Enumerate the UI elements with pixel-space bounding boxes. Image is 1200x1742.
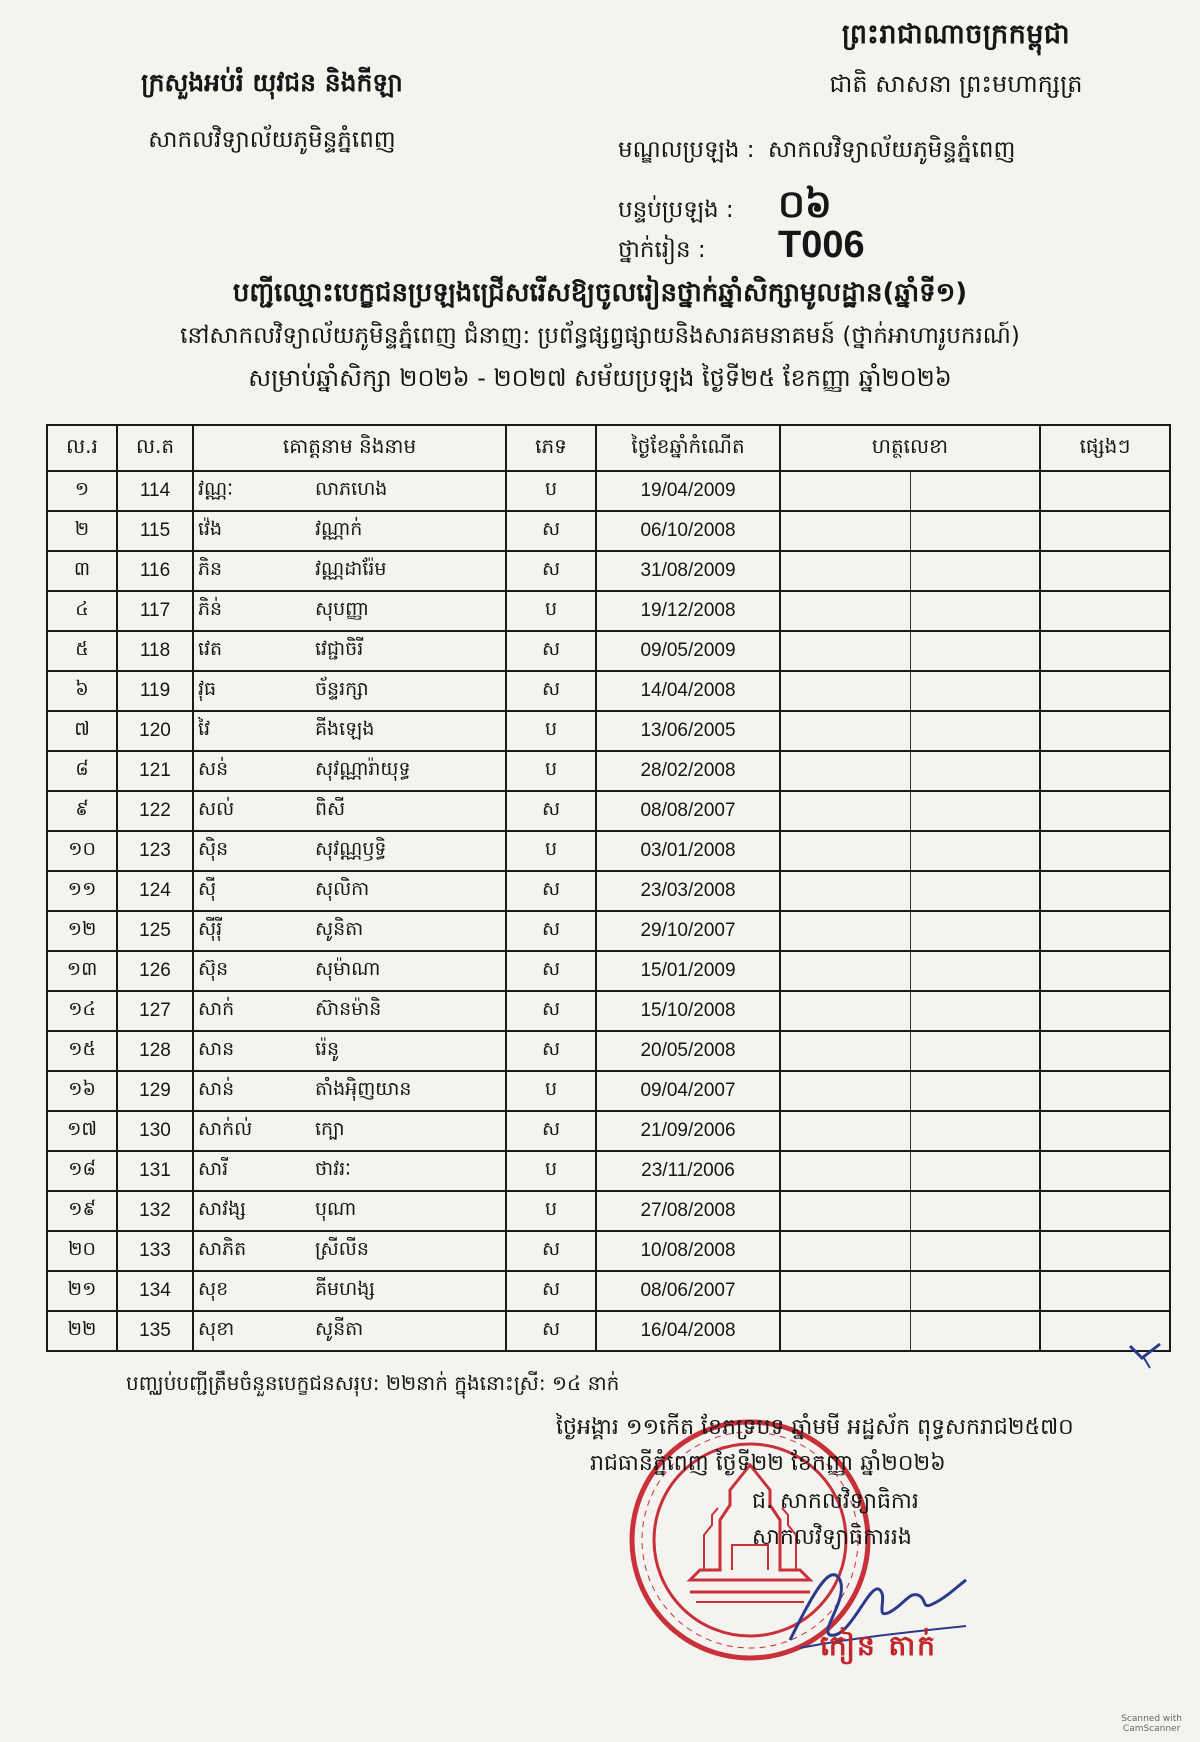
cell-other	[1040, 631, 1170, 671]
table-row	[47, 1231, 1170, 1271]
cell-signature-b	[910, 1151, 1040, 1191]
cell-signature-a	[780, 1151, 910, 1191]
cell-signature-a	[780, 591, 910, 631]
cell-signature-a	[780, 1031, 910, 1071]
cell-surname: ភិន	[193, 551, 311, 591]
table-row	[47, 791, 1170, 831]
kingdom-title: ព្រះរាជាណាចក្រកម្ពុជា	[841, 19, 1071, 50]
cell-sex: ស	[506, 1311, 596, 1351]
cell-signature-b	[910, 831, 1040, 871]
cell-signature-a	[780, 1311, 910, 1351]
cell-surname: វៃ	[193, 711, 311, 751]
cell-signature-a	[780, 871, 910, 911]
cell-sex: ស	[506, 951, 596, 991]
cell-other	[1040, 1151, 1170, 1191]
cell-no: ១០	[47, 831, 117, 871]
cell-signature-a	[780, 551, 910, 591]
cell-surname: សារី	[193, 1151, 311, 1191]
cell-id: 131	[117, 1151, 193, 1191]
cell-id: 115	[117, 511, 193, 551]
col-header-sex: ភេទ	[506, 425, 596, 471]
cell-given-name: សុបញ្ញា	[311, 591, 506, 631]
cell-sex: ស	[506, 1231, 596, 1271]
cell-other	[1040, 551, 1170, 591]
table-row	[47, 1311, 1170, 1351]
cell-no: ១៨	[47, 1151, 117, 1191]
cell-sex: ស	[506, 1031, 596, 1071]
cell-signature-b	[910, 751, 1040, 791]
cell-signature-b	[910, 1271, 1040, 1311]
cell-signature-b	[910, 1231, 1040, 1271]
cell-given-name: សូនិតា	[311, 911, 506, 951]
cell-signature-b	[910, 911, 1040, 951]
exam-room-row	[618, 180, 1015, 224]
table-row	[47, 1031, 1170, 1071]
cell-other	[1040, 1071, 1170, 1111]
cell-sex: ស	[506, 671, 596, 711]
ministry-header	[92, 68, 452, 159]
candidate-table	[46, 424, 1171, 1352]
signer-line-1: ជ. សាកលវិទ្យាធិការ	[752, 1489, 919, 1514]
cell-other	[1040, 951, 1170, 991]
cell-signature-a	[780, 671, 910, 711]
cell-surname: ភិន់	[193, 591, 311, 631]
cell-given-name: សុវណ្ណឫទ្ធិ	[311, 831, 506, 871]
cell-surname: ស៊ី	[193, 871, 311, 911]
cell-id: 122	[117, 791, 193, 831]
cell-surname: សុខា	[193, 1311, 311, 1351]
cell-signature-b	[910, 631, 1040, 671]
document-title	[0, 276, 1200, 398]
cell-dob: 03/01/2008	[596, 831, 780, 871]
cell-sex: ស	[506, 1111, 596, 1151]
cell-dob: 19/04/2009	[596, 471, 780, 511]
col-header-dob: ថ្ងៃខែឆ្នាំកំណើត	[596, 425, 780, 471]
cell-surname: សាភិត	[193, 1231, 311, 1271]
cell-dob: 09/05/2009	[596, 631, 780, 671]
cell-surname: វេត	[193, 631, 311, 671]
title-line-3: សម្រាប់ឆ្នាំសិក្សា ២០២៦ - ២០២៧ សម័យប្រឡង ថ្ងៃទី២៥ ខែកញ្ញា ឆ្នាំ២០២៦	[248, 364, 952, 392]
cell-signature-a	[780, 991, 910, 1031]
cell-signature-b	[910, 591, 1040, 631]
table-row	[47, 991, 1170, 1031]
cell-given-name: ស៊ានម៉ានិ	[311, 991, 506, 1031]
cell-no: ៥	[47, 631, 117, 671]
ministry-name: ក្រសួងអប់រំ យុវជន និងកីឡា	[141, 68, 403, 97]
signer-line-2: សាកលវិទ្យាធិការរង	[752, 1525, 912, 1550]
class-row	[618, 224, 1015, 268]
cell-signature-a	[780, 751, 910, 791]
cell-dob: 10/08/2008	[596, 1231, 780, 1271]
exam-meta	[618, 136, 1015, 268]
cell-signature-b	[910, 711, 1040, 751]
col-header-name: គោត្តនាម និងនាម	[193, 425, 506, 471]
cell-dob: 27/08/2008	[596, 1191, 780, 1231]
cell-sex: ប	[506, 831, 596, 871]
cell-signature-b	[910, 1191, 1040, 1231]
cell-no: ១២	[47, 911, 117, 951]
cell-other	[1040, 711, 1170, 751]
cell-signature-b	[910, 991, 1040, 1031]
cell-id: 114	[117, 471, 193, 511]
cell-signature-a	[780, 1111, 910, 1151]
cell-sex: ស	[506, 551, 596, 591]
cell-surname: សាក់ល់	[193, 1111, 311, 1151]
cell-sex: ប	[506, 471, 596, 511]
cell-id: 125	[117, 911, 193, 951]
cell-other	[1040, 911, 1170, 951]
cell-given-name: វណ្ណាក់	[311, 511, 506, 551]
table-row	[47, 951, 1170, 991]
table-row	[47, 511, 1170, 551]
cell-sex: ស	[506, 791, 596, 831]
cell-id: 130	[117, 1111, 193, 1151]
cell-sex: ស	[506, 911, 596, 951]
institution-name: សាកលវិទ្យាល័យភូមិន្ទភ្នំពេញ	[148, 127, 396, 153]
table-row	[47, 1111, 1170, 1151]
cell-other	[1040, 671, 1170, 711]
table-header-row	[47, 425, 1170, 471]
cell-given-name: ស្រីលីន	[311, 1231, 506, 1271]
cell-other	[1040, 751, 1170, 791]
cell-signature-b	[910, 791, 1040, 831]
table-row	[47, 751, 1170, 791]
exam-center-label: មណ្ឌលប្រឡង :	[618, 137, 755, 163]
cell-given-name: សុម៉ាណា	[311, 951, 506, 991]
cell-dob: 19/12/2008	[596, 591, 780, 631]
cell-signature-a	[780, 911, 910, 951]
cell-no: ១៤	[47, 991, 117, 1031]
check-mark-icon	[1126, 1340, 1166, 1370]
signer-name: កៀន តាក់	[820, 1629, 937, 1662]
cell-no: ៧	[47, 711, 117, 751]
cell-no: ៩	[47, 791, 117, 831]
table-row	[47, 471, 1170, 511]
cell-given-name: ពិសី	[311, 791, 506, 831]
cell-given-name: រ៉េនូ	[311, 1031, 506, 1071]
cell-signature-b	[910, 511, 1040, 551]
cell-signature-a	[780, 951, 910, 991]
cell-dob: 08/06/2007	[596, 1271, 780, 1311]
cell-other	[1040, 1271, 1170, 1311]
table-row	[47, 871, 1170, 911]
cell-sex: ស	[506, 511, 596, 551]
cell-given-name: ក្បោ	[311, 1111, 506, 1151]
cell-signature-b	[910, 471, 1040, 511]
cell-id: 135	[117, 1311, 193, 1351]
cell-given-name: បុណា	[311, 1191, 506, 1231]
cell-surname: វុធ	[193, 671, 311, 711]
cell-dob: 06/10/2008	[596, 511, 780, 551]
cell-surname: ស៊ិន	[193, 831, 311, 871]
cell-surname: សាន	[193, 1031, 311, 1071]
cell-given-name: វណ្ណដារ៉ែម	[311, 551, 506, 591]
cell-other	[1040, 791, 1170, 831]
cell-id: 134	[117, 1271, 193, 1311]
cell-signature-b	[910, 1031, 1040, 1071]
cell-dob: 14/04/2008	[596, 671, 780, 711]
cell-other	[1040, 991, 1170, 1031]
cell-sex: ប	[506, 1191, 596, 1231]
cell-other	[1040, 591, 1170, 631]
cell-no: ៤	[47, 591, 117, 631]
cell-id: 119	[117, 671, 193, 711]
cell-given-name: វេជ្ជាចិរី	[311, 631, 506, 671]
cell-sex: ប	[506, 1151, 596, 1191]
cell-id: 123	[117, 831, 193, 871]
table-row	[47, 591, 1170, 631]
cell-dob: 20/05/2008	[596, 1031, 780, 1071]
cell-sex: ស	[506, 1271, 596, 1311]
cell-other	[1040, 511, 1170, 551]
cell-surname: វ៉េង	[193, 511, 311, 551]
cell-surname: សាវង្ស	[193, 1191, 311, 1231]
cell-dob: 21/09/2006	[596, 1111, 780, 1151]
table-row	[47, 671, 1170, 711]
cell-other	[1040, 871, 1170, 911]
cell-sex: ប	[506, 711, 596, 751]
cell-id: 124	[117, 871, 193, 911]
cell-signature-b	[910, 951, 1040, 991]
col-header-id: ល.ត	[117, 425, 193, 471]
cell-signature-b	[910, 871, 1040, 911]
cell-signature-a	[780, 471, 910, 511]
cell-signature-b	[910, 1071, 1040, 1111]
title-line-1: បញ្ជីឈ្មោះបេក្ខជនប្រឡងជ្រើសរើសឱ្យចូលរៀនថ្នាក់ឆ្នាំសិក្សាមូលដ្ឋាន(ឆ្នាំទី១)	[232, 278, 968, 308]
table-row	[47, 711, 1170, 751]
cell-surname: ស៊ុន	[193, 951, 311, 991]
table-body	[47, 471, 1170, 1351]
exam-center-row	[618, 136, 1015, 180]
cell-other	[1040, 1111, 1170, 1151]
cell-id: 118	[117, 631, 193, 671]
cell-dob: 15/01/2009	[596, 951, 780, 991]
cell-given-name: លាភហេង	[311, 471, 506, 511]
cell-no: ១១	[47, 871, 117, 911]
cell-dob: 08/08/2007	[596, 791, 780, 831]
cell-signature-a	[780, 631, 910, 671]
cell-given-name: ច័ន្ទរក្សា	[311, 671, 506, 711]
table-row	[47, 631, 1170, 671]
cell-id: 116	[117, 551, 193, 591]
cell-sex: ប	[506, 1071, 596, 1111]
lunar-date: ថ្ងៃអង្គារ ១១កើត ខែភទ្របទ ឆ្នាំមមី អដ្ឋស័ក ពុទ្ធសករាជ២៥៧០	[556, 1415, 1074, 1440]
cell-sex: ប	[506, 591, 596, 631]
cell-other	[1040, 471, 1170, 511]
title-line-2: នៅសាកលវិទ្យាល័យភូមិន្ទភ្នំពេញ ជំនាញ: ប្រព័ន្ធផ្សព្វផ្សាយនិងសារគមនាគមន៍ (ថ្នាក់អាហារូបករណ៍)	[180, 323, 1020, 349]
table-row	[47, 831, 1170, 871]
cell-other	[1040, 831, 1170, 871]
table-row	[47, 551, 1170, 591]
exam-room-label: បន្ទប់ប្រឡង :	[618, 197, 734, 223]
cell-signature-a	[780, 1191, 910, 1231]
cell-id: 126	[117, 951, 193, 991]
cell-surname: សន់	[193, 751, 311, 791]
cell-id: 129	[117, 1071, 193, 1111]
cell-dob: 09/04/2007	[596, 1071, 780, 1111]
cell-dob: 28/02/2008	[596, 751, 780, 791]
table-row	[47, 911, 1170, 951]
cell-signature-b	[910, 551, 1040, 591]
cell-id: 120	[117, 711, 193, 751]
cell-signature-a	[780, 831, 910, 871]
cell-dob: 31/08/2009	[596, 551, 780, 591]
cell-given-name: សូនីតា	[311, 1311, 506, 1351]
cell-dob: 23/03/2008	[596, 871, 780, 911]
exam-room-value: ០៦	[778, 184, 832, 226]
cell-given-name: សុលិកា	[311, 871, 506, 911]
cell-signature-a	[780, 1231, 910, 1271]
cell-no: ១៧	[47, 1111, 117, 1151]
col-header-other: ផ្សេងៗ	[1040, 425, 1170, 471]
cell-id: 128	[117, 1031, 193, 1071]
cell-dob: 16/04/2008	[596, 1311, 780, 1351]
col-header-signature: ហត្ថលេខា	[780, 425, 1040, 471]
cell-dob: 15/10/2008	[596, 991, 780, 1031]
exam-center-value: សាកលវិទ្យាល័យភូមិន្ទភ្នំពេញ	[768, 137, 1016, 163]
scanner-line-1: Scanned with	[1121, 1714, 1182, 1724]
cell-surname: សល់	[193, 791, 311, 831]
cell-surname: ស៊ីរ៉ី	[193, 911, 311, 951]
table-row	[47, 1071, 1170, 1111]
cell-other	[1040, 1031, 1170, 1071]
cell-other	[1040, 1191, 1170, 1231]
cell-no: ២១	[47, 1271, 117, 1311]
col-header-no: ល.រ	[47, 425, 117, 471]
cell-no: ២០	[47, 1231, 117, 1271]
cell-id: 133	[117, 1231, 193, 1271]
cell-no: ២២	[47, 1311, 117, 1351]
cell-no: ២	[47, 511, 117, 551]
cell-dob: 23/11/2006	[596, 1151, 780, 1191]
cell-signature-a	[780, 711, 910, 751]
cell-given-name: សុវណ្ណារ៉ាយុទ្ធ	[311, 751, 506, 791]
cell-given-name: ថាវរៈ	[311, 1151, 506, 1191]
cell-other	[1040, 1231, 1170, 1271]
date-block	[556, 1410, 1074, 1482]
cell-signature-b	[910, 1111, 1040, 1151]
class-value: T006	[778, 224, 865, 266]
summary-line: បញ្ឈប់បញ្ជីត្រឹមចំនួនបេក្ខជនសរុប: ២២នាក់ ក្នុងនោះស្រី: ១៤ នាក់	[126, 1371, 620, 1395]
cell-id: 121	[117, 751, 193, 791]
class-label: ថ្នាក់រៀន :	[618, 237, 706, 263]
cell-sex: ស	[506, 871, 596, 911]
table-row	[47, 1271, 1170, 1311]
cell-surname: សុខ	[193, 1271, 311, 1311]
cell-dob: 13/06/2005	[596, 711, 780, 751]
scanner-line-2: CamScanner	[1122, 1724, 1181, 1734]
cell-given-name: គីងឡេង	[311, 711, 506, 751]
cell-no: ១៣	[47, 951, 117, 991]
cell-given-name: គីមហង្ស	[311, 1271, 506, 1311]
cell-surname: សាក់	[193, 991, 311, 1031]
cell-no: ១៦	[47, 1071, 117, 1111]
cell-no: ៣	[47, 551, 117, 591]
cell-sex: ស	[506, 991, 596, 1031]
cell-signature-a	[780, 1271, 910, 1311]
cell-signature-b	[910, 1311, 1040, 1351]
cell-no: ១	[47, 471, 117, 511]
kingdom-header	[796, 18, 1116, 104]
cell-no: ៨	[47, 751, 117, 791]
cell-signature-a	[780, 1071, 910, 1111]
cell-sex: ប	[506, 751, 596, 791]
cell-sex: ស	[506, 631, 596, 671]
scanner-watermark	[1121, 1714, 1182, 1734]
place-date: រាជធានីភ្នំពេញ ថ្ងៃទី២២ ខែកញ្ញា ឆ្នាំ២០២៦	[590, 1451, 946, 1476]
cell-id: 127	[117, 991, 193, 1031]
cell-id: 117	[117, 591, 193, 631]
cell-no: ១៥	[47, 1031, 117, 1071]
table-row	[47, 1151, 1170, 1191]
cell-signature-a	[780, 511, 910, 551]
cell-given-name: តាំងអុិញយាន	[311, 1071, 506, 1111]
cell-surname: វណ្ណៈ	[193, 471, 311, 511]
cell-surname: សាន់	[193, 1071, 311, 1111]
cell-no: ៦	[47, 671, 117, 711]
kingdom-motto: ជាតិ សាសនា ព្រះមហាក្សត្រ	[829, 70, 1083, 98]
cell-id: 132	[117, 1191, 193, 1231]
table-row	[47, 1191, 1170, 1231]
cell-signature-b	[910, 671, 1040, 711]
cell-no: ១៩	[47, 1191, 117, 1231]
cell-dob: 29/10/2007	[596, 911, 780, 951]
cell-signature-a	[780, 791, 910, 831]
